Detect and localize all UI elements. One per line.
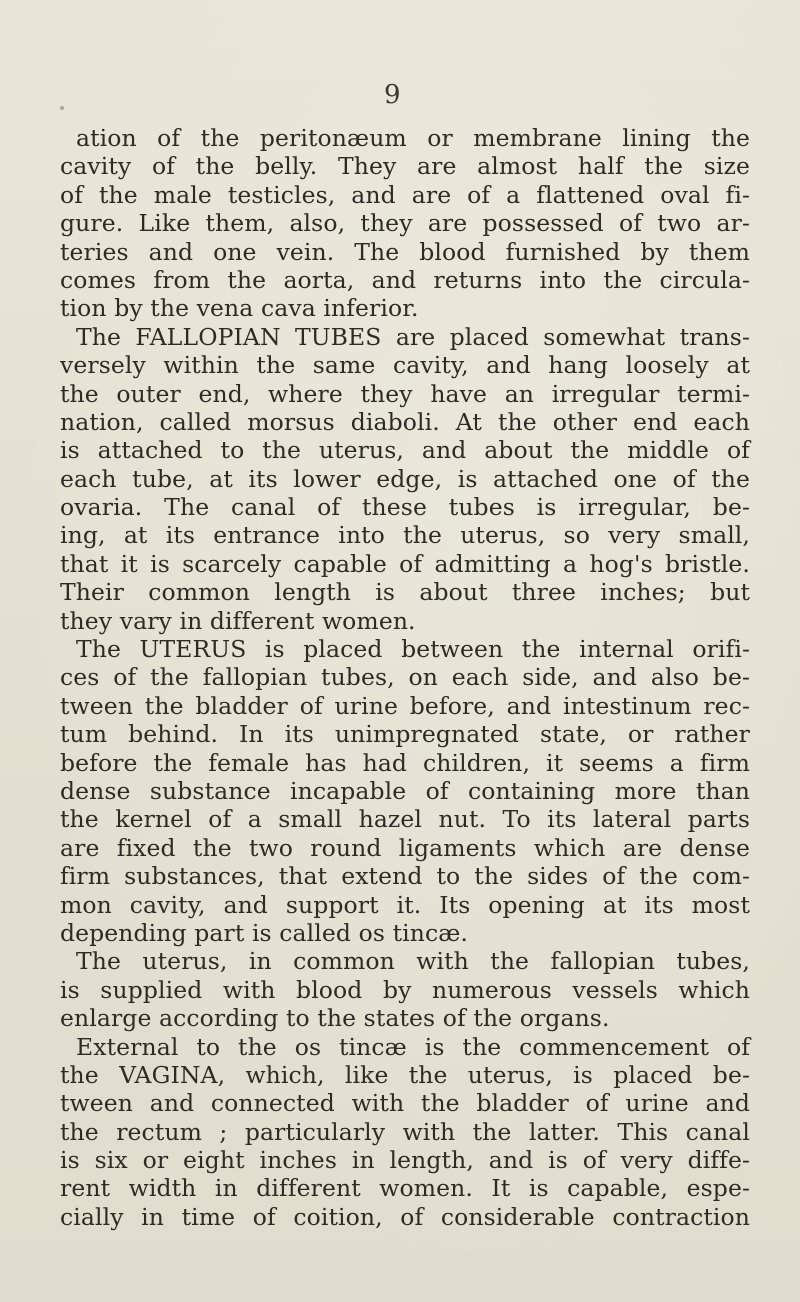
text-line: ation of the peritonæum or membrane lining the (76, 124, 750, 152)
text-line: rent width in different women. It is capable, espe- (60, 1174, 750, 1203)
text-line: Their common length is about three inches; but (60, 578, 750, 607)
text-line: before the female has had children, it seems a firm (60, 748, 750, 777)
text-line: versely within the same cavity, and hang loosely at (60, 351, 750, 380)
text-line: the kernel of a small hazel nut. To its lateral parts (60, 805, 750, 834)
text-line: is attached to the uterus, and about the middle of (60, 436, 750, 465)
text-line: gure. Like them, also, they are possessed of two ar- (60, 209, 750, 238)
text-line: that it is scarcely capable of admitting a hog's bristle. (60, 549, 750, 578)
text-line: is six or eight inches in length, and is of very diffe- (60, 1146, 750, 1175)
text-line: the rectum ; particularly with the latter. This canal (60, 1117, 750, 1146)
text-line: each tube, at its lower edge, is attached one of the (60, 464, 750, 493)
text-line: enlarge according to the states of the organs. (60, 1004, 610, 1033)
text-line: The UTERUS is placed between the internal orifi- (76, 635, 750, 664)
text-line: depending part is called os tincæ. (60, 918, 469, 947)
text-line: nation, called morsus diaboli. At the other end each (60, 407, 750, 436)
text-line: tum behind. In its unimpregnated state, or rather (60, 720, 750, 749)
text-line: ces of the fallopian tubes, on each side, and also be- (60, 663, 750, 692)
text-line: ovaria. The canal of these tubes is irregular, be- (60, 493, 750, 522)
body-text (60, 124, 750, 1231)
text-line: cavity of the belly. They are almost half the size (60, 152, 750, 181)
text-line: The FALLOPIAN TUBES are placed somewhat trans- (76, 322, 750, 351)
text-line: of the male testicles, and are of a flattened oval fi- (60, 180, 750, 209)
text-line: teries and one vein. The blood furnished by them (60, 237, 750, 266)
text-line: External to the os tincæ is the commencement of (76, 1032, 750, 1061)
text-line: is supplied with blood by numerous vessels which (60, 975, 750, 1004)
text-line: mon cavity, and support it. Its opening at its most (60, 890, 750, 919)
text-line: the outer end, where they have an irregular termi- (60, 379, 750, 408)
text-line: firm substances, that extend to the sides of the com- (60, 862, 750, 891)
text-line: the VAGINA, which, like the uterus, is placed be- (60, 1060, 750, 1089)
text-line: The uterus, in common with the fallopian tubes, (76, 947, 750, 976)
text-line: ing, at its entrance into the uterus, so very small, (60, 521, 750, 550)
text-line: tween and connected with the bladder of urine and (60, 1089, 750, 1118)
page-number: 9 (384, 80, 401, 110)
text-line: tion by the vena cava inferior. (60, 294, 419, 323)
text-line: they vary in different women. (60, 606, 416, 635)
text-line: are fixed the two round ligaments which are dense (60, 833, 750, 862)
ink-speck (60, 106, 64, 110)
text-line: cially in time of coition, of considerable contraction (60, 1202, 750, 1231)
text-line: tween the bladder of urine before, and intestinum rec- (60, 691, 750, 720)
text-line: comes from the aorta, and returns into the circula- (60, 265, 750, 294)
text-line: dense substance incapable of containing more than (60, 776, 750, 805)
